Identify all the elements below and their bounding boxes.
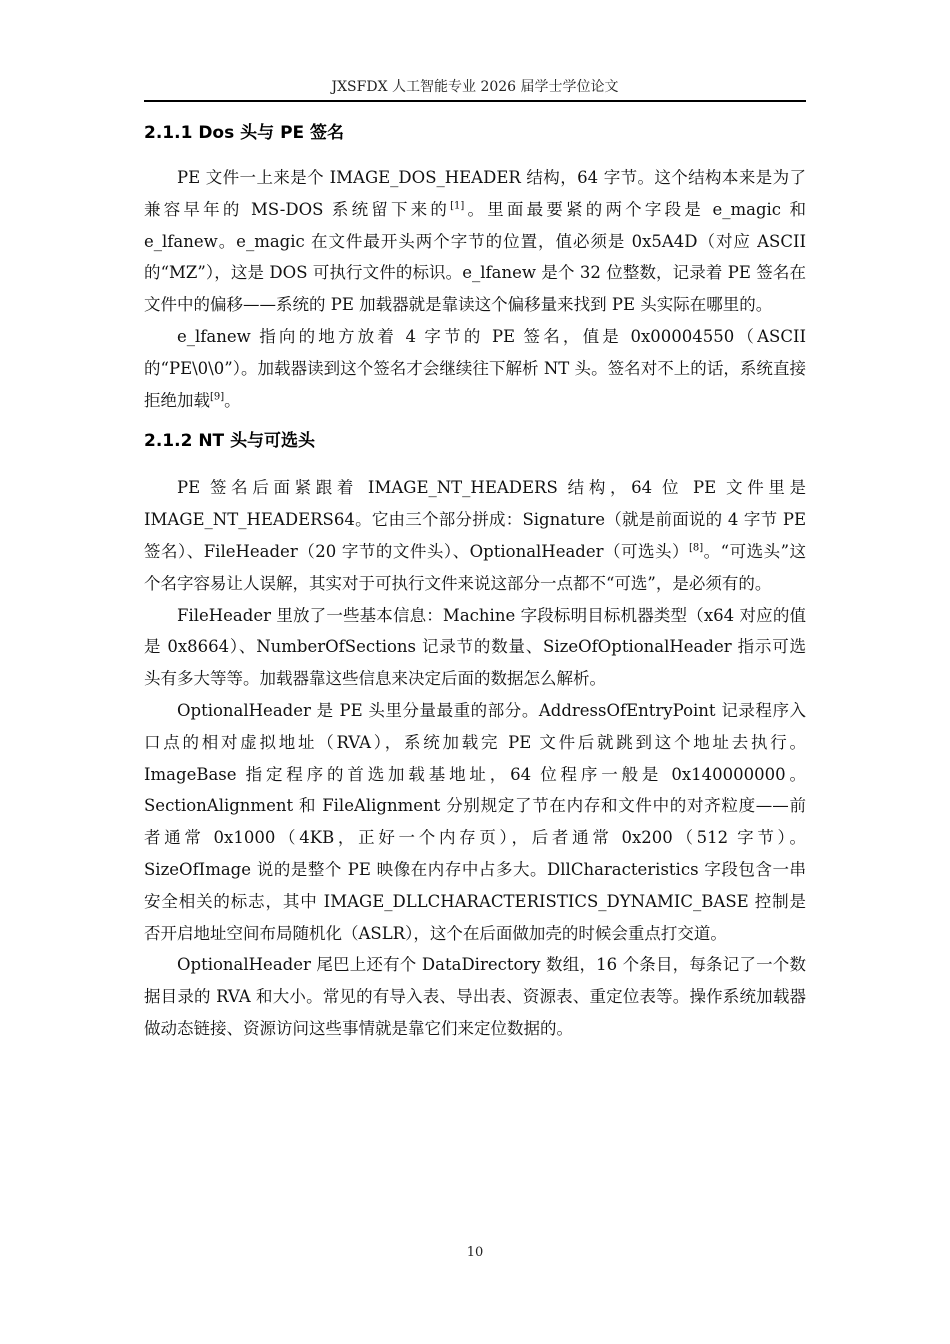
page-number: 10 — [466, 1245, 484, 1260]
paragraph-text: 。里面最要紧的两个字段是 e_magic 和 e_lfanew。e_magic 在文件最开头两个字节的位置，值必须是 0x5A4D（对应 ASCII 的“MZ”），这是 DOS 可执行文件的标识。e_lfanew 是个 32 位整数，记录着 PE 签名在文件中的偏移——系统的 PE 加载器就是靠读这个偏移量来找到 PE 头实际在哪里的。 — [144, 199, 806, 315]
paragraph-dos-header — [144, 162, 806, 321]
paragraph-text: 。 — [224, 390, 241, 410]
citation-marker: [9] — [210, 391, 225, 403]
paragraph-text: e_lfanew 指向的地方放着 4 字节的 PE 签名，值是 0x00004550（ASCII 的“PE\0\0”）。加载器读到这个签名才会继续往下解析 NT 头。签名对不上的话，系统直接拒绝加载 — [144, 326, 806, 410]
paragraph-text: 。“可选头”这个名字容易让人误解，其实对于可执行文件来说这部分一点都不“可选”，是必须有的。 — [144, 541, 807, 593]
section-heading-2-1-2: 2.1.2 NT 头与可选头 — [144, 431, 316, 452]
paragraph-text: PE 文件一上来是个 IMAGE_DOS_HEADER 结构，64 字节。这个结构本来是为了兼容早年的 MS-DOS 系统留下来的 — [144, 168, 806, 219]
running-header: JXSFDX 人工智能专业 2026 届学士学位论文 — [331, 79, 619, 95]
paragraph-optional-header: OptionalHeader 是 PE 头里分量最重的部分。AddressOfEntryPoint 记录程序入口点的相对虚拟地址（RVA），系统加载完 PE 文件后就跳到这个地址去执行。ImageBase 指定程序的首选加载基地址，64 位程序一般是 0x140000000。SectionAlignment 和 FileAlignment 分别规定了节在内存和文件中的对齐粒度——前者通常 0x1000（4KB，正好一个内存页），后者通常 0x200（512 字节）。SizeOfImage 说的是整个 PE 映像在内存中占多大。DllCharacteristics 字段包含一串安全相关的标志，其中 IMAGE_DLLCHARACTERISTICS_DYNAMIC_BASE 控制是否开启地址空间布局随机化（ASLR），这个在后面做加壳的时候会重点打交道。 — [144, 700, 806, 943]
citation-marker: [1] — [450, 200, 465, 212]
paragraph-nt-headers — [144, 472, 806, 599]
page-body — [144, 118, 806, 1045]
paragraph-data-directory: OptionalHeader 尾巴上还有个 DataDirectory 数组，16 个条目，每条记了一个数据目录的 RVA 和大小。常见的有导入表、导出表、资源表、重定位表等。操作系统加载器做动态链接、资源访问这些事情就是靠它们来定位数据的。 — [144, 955, 806, 1038]
paragraph-pe-signature — [144, 321, 806, 416]
paragraph-text: PE 签名后面紧跟着 IMAGE_NT_HEADERS 结构，64 位 PE 文件里是 IMAGE_NT_HEADERS64。它由三个部分拼成：Signature（就是前面说的 4 字节 PE 签名）、FileHeader（20 字节的文件头）、OptionalHeader（可选头） — [144, 478, 806, 561]
paragraph-file-header: FileHeader 里放了一些基本信息：Machine 字段标明目标机器类型（x64 对应的值是 0x8664）、NumberOfSections 记录节的数量、SizeOfOptionalHeader 指示可选头有多大等等。加载器靠这些信息来决定后面的数据怎么解析。 — [144, 605, 806, 689]
header-rule — [144, 100, 806, 102]
section-heading-2-1-1: 2.1.1 Dos 头与 PE 签名 — [144, 123, 345, 143]
citation-marker: [8] — [689, 542, 704, 554]
